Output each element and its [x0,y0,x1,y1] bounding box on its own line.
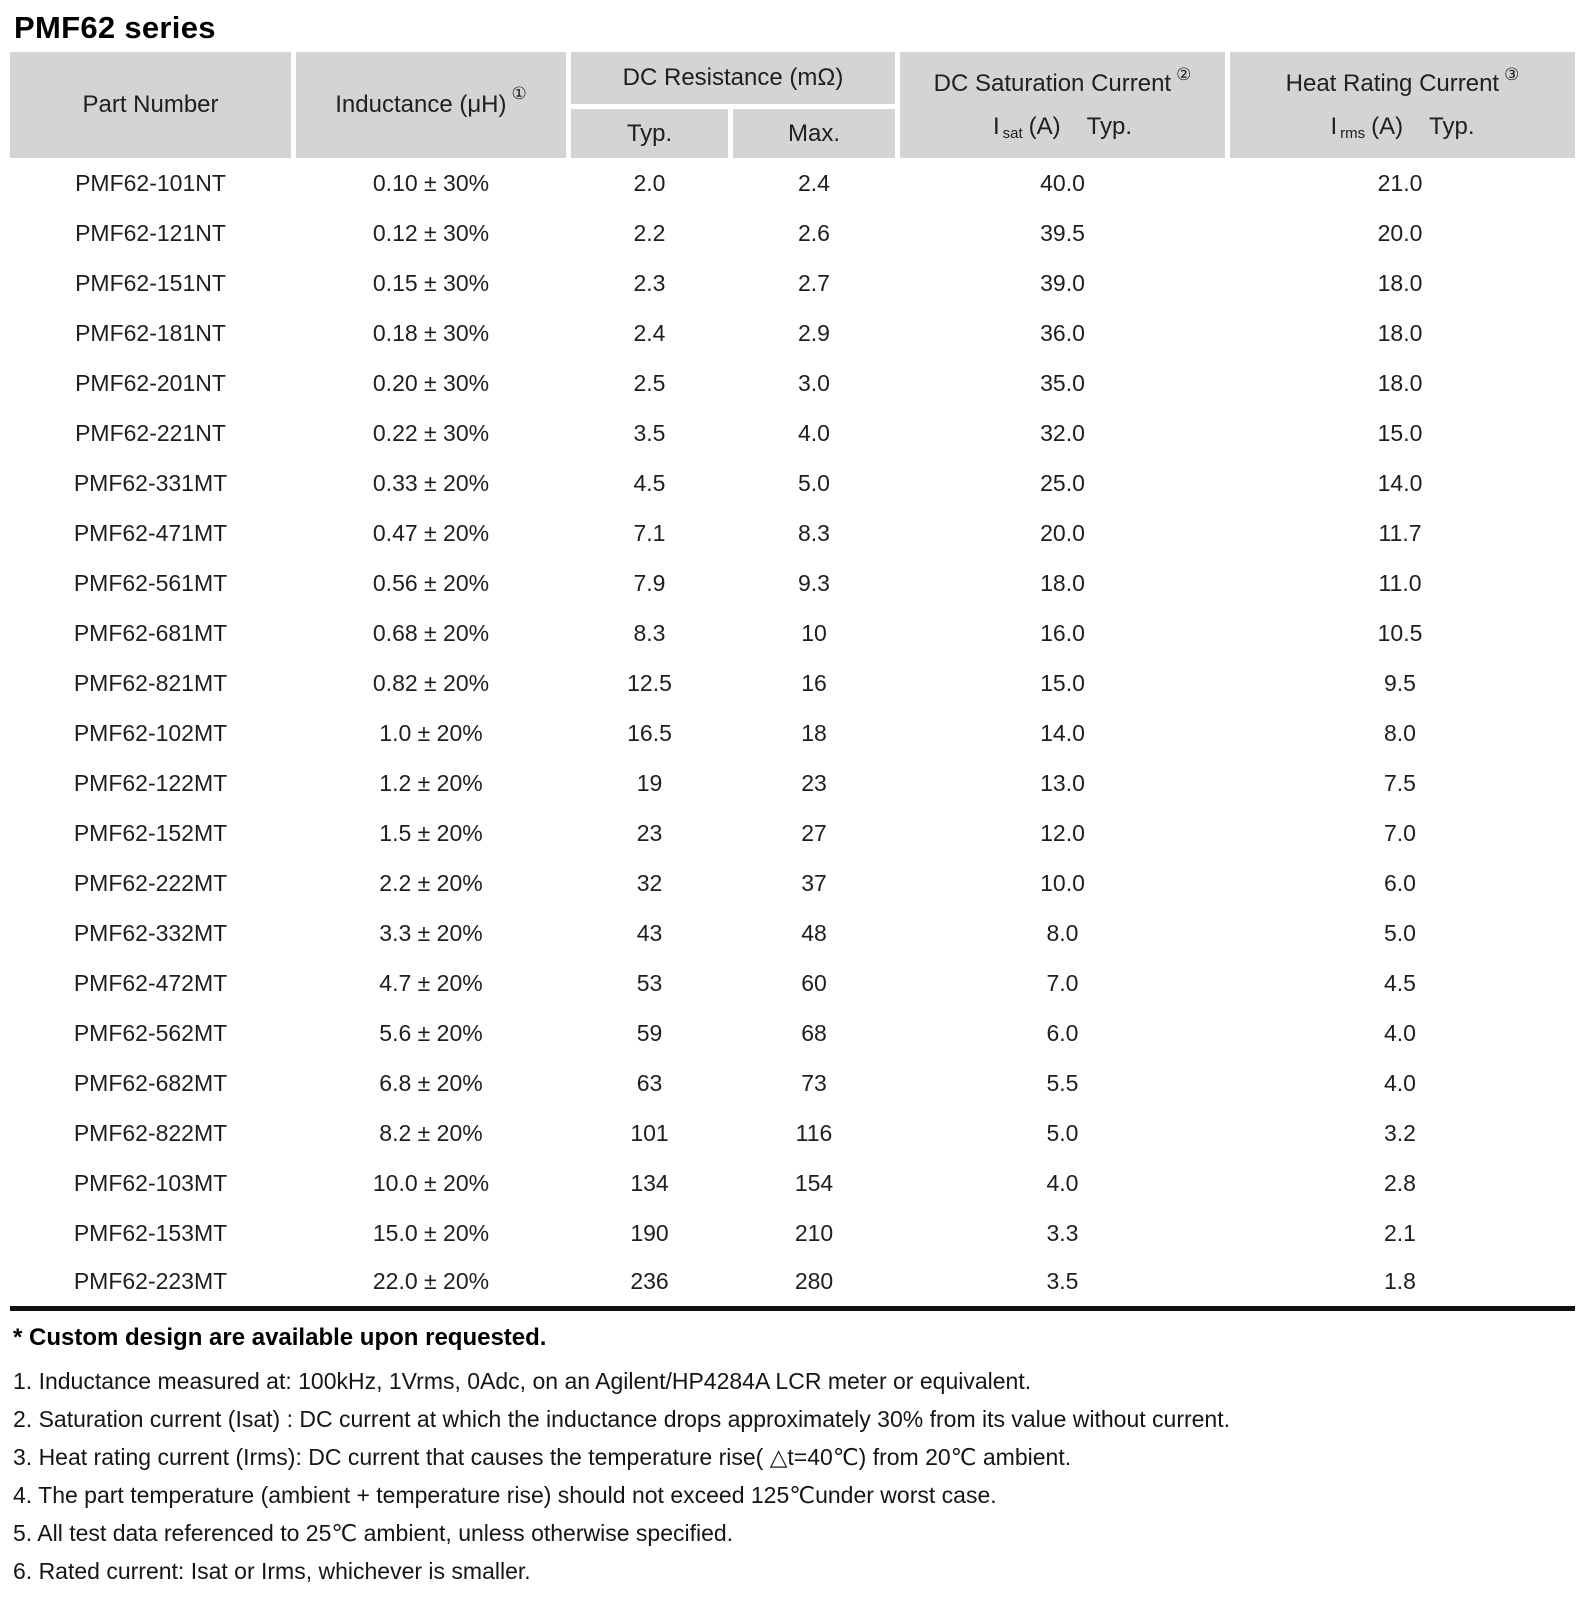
irms-cell: 2.8 [1384,1169,1416,1196]
table-row [10,208,1575,258]
part-number-cell: PMF62-152MT [73,819,228,846]
part-number-cell: PMF62-222MT [73,869,228,896]
table-row [10,258,1575,308]
inductance-cell: 10.0 ± 20% [372,1169,490,1196]
part-number-cell: PMF62-562MT [73,1019,228,1046]
inductance-cell: 0.82 ± 20% [372,669,490,696]
table-row [10,1008,1575,1058]
isat-cell: 3.3 [1046,1219,1079,1246]
part-number-cell: PMF62-821MT [73,669,228,696]
inductance-cell: 1.2 ± 20% [379,769,483,796]
isat-symbol: I [992,112,1000,140]
header-heat-rating-label: Heat Rating Current [1285,69,1500,97]
dcr-typ-cell: 2.3 [633,269,666,296]
dcr-typ-cell: 2.0 [633,169,666,196]
isat-cell: 35.0 [1040,369,1085,396]
irms-cell: 14.0 [1377,469,1423,496]
irms-cell: 7.5 [1384,769,1416,796]
dcr-typ-cell: 7.1 [633,519,666,546]
irms-cell: 18.0 [1377,319,1423,346]
dcr-typ-cell: 2.4 [633,319,666,346]
part-number-cell: PMF62-201NT [75,369,226,396]
dcr-max-cell: 18 [801,719,827,746]
part-number-cell: PMF62-561MT [73,569,228,596]
irms-cell: 4.5 [1384,969,1416,996]
irms-cell: 8.0 [1384,719,1416,746]
table-row [10,508,1575,558]
isat-cell: 14.0 [1040,719,1085,746]
header-dcr-max [733,109,895,158]
isat-cell: 39.5 [1040,219,1085,246]
part-number-cell: PMF62-331MT [73,469,228,496]
table-row [10,908,1575,958]
dcr-typ-cell: 101 [630,1119,669,1146]
table-row [10,458,1575,508]
table-row [10,708,1575,758]
dcr-typ-cell: 32 [636,869,663,896]
footnotes [13,1324,1575,1585]
header-dc-saturation-current [900,52,1225,158]
dcr-max-cell: 154 [794,1169,834,1196]
irms-cell: 11.0 [1378,569,1422,596]
footnote-ref-1-icon: ① [511,84,527,103]
inductance-cell: 0.18 ± 30% [372,319,490,346]
dcr-typ-cell: 3.5 [633,419,666,446]
isat-cell: 10.0 [1040,869,1085,896]
inductance-cell: 0.20 ± 30% [372,369,490,396]
irms-cell: 21.0 [1377,169,1423,196]
part-number-cell: PMF62-221NT [75,419,226,446]
isat-cell: 40.0 [1040,169,1085,196]
dcr-typ-cell: 23 [636,819,663,846]
table-row [10,958,1575,1008]
inductance-cell: 0.33 ± 20% [372,469,490,496]
part-number-cell: PMF62-122MT [73,769,228,796]
header-isat-subtitle [993,113,1132,141]
inductance-cell: 2.2 ± 20% [379,869,483,896]
dcr-typ-cell: 134 [630,1169,669,1196]
part-number-cell: PMF62-121NT [75,219,226,246]
isat-subscript: sat [1002,124,1023,142]
dcr-max-cell: 37 [801,869,827,896]
isat-cell: 8.0 [1046,919,1079,946]
header-inductance-label: Inductance (μH) [335,91,507,118]
dcr-max-cell: 10 [801,619,827,646]
header-heat-rating-current [1230,52,1575,158]
inductance-cell: 0.22 ± 30% [372,419,490,446]
header-dcr-max-label: Max. [787,119,840,147]
table-row [10,558,1575,608]
inductance-cell: 0.12 ± 30% [372,219,490,246]
dcr-max-cell: 210 [794,1219,834,1246]
isat-cell: 20.0 [1040,519,1085,546]
irms-cell: 15.0 [1377,419,1423,446]
dcr-max-cell: 280 [794,1268,834,1295]
inductance-cell: 3.3 ± 20% [379,919,483,946]
dcr-typ-cell: 190 [630,1219,669,1246]
table-row [10,1058,1575,1108]
irms-cell: 5.0 [1384,919,1416,946]
part-number-cell: PMF62-101NT [75,169,226,196]
isat-cell: 16.0 [1040,619,1085,646]
header-part-number-label: Part Number [82,91,219,118]
isat-cell: 6.0 [1046,1019,1079,1046]
footnote-item: 4. The part temperature (ambient + temperature rise) should not exceed 125℃under worst case. [13,1481,997,1508]
isat-cell: 12.0 [1040,819,1085,846]
dcr-max-cell: 9.3 [798,569,830,596]
inductance-cell: 4.7 ± 20% [379,969,483,996]
dcr-max-cell: 68 [801,1019,827,1046]
part-number-cell: PMF62-102MT [73,719,228,746]
inductance-cell: 1.0 ± 20% [379,719,483,746]
isat-cell: 25.0 [1040,469,1085,496]
dcr-max-cell: 5.0 [798,469,830,496]
header-dc-saturation-title [933,64,1192,98]
header-dc-resistance-label: DC Resistance (mΩ) [622,64,844,91]
footnote-ref-3-icon: ③ [1504,64,1520,84]
part-number-cell: PMF62-471MT [73,519,228,546]
header-dc-saturation-label: DC Saturation Current [933,69,1172,97]
footnote-item: 1. Inductance measured at: 100kHz, 1Vrms, 0Adc, on an Agilent/HP4284A LCR meter or equivalent. [13,1367,1032,1394]
table-row [10,808,1575,858]
part-number-cell: PMF62-682MT [73,1069,228,1096]
isat-cell: 5.0 [1046,1119,1079,1146]
dcr-max-cell: 3.0 [798,369,830,396]
dcr-max-cell: 2.6 [798,219,830,246]
dcr-typ-cell: 16.5 [627,719,672,746]
irms-cell: 6.0 [1384,869,1416,896]
table-header [10,52,1575,158]
header-dcr-typ [571,109,728,158]
irms-cell: 20.0 [1377,219,1423,246]
dcr-typ-cell: 53 [636,969,663,996]
table-row [10,658,1575,708]
header-part-number [10,52,291,158]
part-number-cell: PMF62-332MT [73,919,228,946]
inductance-cell: 0.15 ± 30% [372,269,490,296]
table-row [10,358,1575,408]
table-row [10,158,1575,208]
table-body [10,158,1575,1308]
isat-cell: 39.0 [1040,269,1085,296]
part-number-cell: PMF62-472MT [73,969,228,996]
isat-cell: 15.0 [1040,669,1085,696]
footnote-item: 2. Saturation current (Isat) : DC current at which the inductance drops approximately 30% from its value without current. [13,1405,1231,1432]
footnote-item: 5. All test data referenced to 25℃ ambient, unless otherwise specified. [13,1519,734,1546]
table-row [10,758,1575,808]
dcr-max-cell: 48 [801,919,827,946]
table-row [10,1208,1575,1258]
dcr-max-cell: 73 [801,1069,827,1096]
footnote-custom-design: * Custom design are available upon requested. [13,1323,547,1351]
irms-subscript: rms [1340,124,1366,142]
dcr-max-cell: 116 [795,1119,833,1146]
irms-cell: 2.1 [1384,1219,1416,1246]
dcr-max-cell: 2.9 [798,319,830,346]
header-dcr-typ-label: Typ. [626,119,673,147]
dcr-typ-cell: 7.9 [633,569,666,596]
inductance-cell: 5.6 ± 20% [379,1019,483,1046]
isat-cell: 4.0 [1046,1169,1079,1196]
isat-typ-label: Typ. [1086,112,1133,140]
page-title: PMF62 series [14,10,216,45]
irms-cell: 18.0 [1377,269,1423,296]
part-number-cell: PMF62-681MT [73,619,228,646]
header-heat-rating-title [1285,64,1520,98]
part-number-cell: PMF62-103MT [73,1169,228,1196]
irms-cell: 4.0 [1384,1069,1416,1096]
dcr-max-cell: 23 [801,769,827,796]
irms-cell: 9.5 [1384,669,1416,696]
isat-cell: 13.0 [1040,769,1085,796]
dcr-typ-cell: 8.3 [633,619,666,646]
irms-cell: 11.7 [1378,519,1422,546]
irms-cell: 3.2 [1384,1119,1416,1146]
header-dc-resistance [571,52,895,104]
table-row [10,1258,1575,1308]
isat-unit: (A) [1028,112,1061,140]
isat-cell: 18.0 [1040,569,1085,596]
dcr-typ-cell: 2.2 [633,219,666,246]
irms-cell: 1.8 [1384,1268,1416,1295]
dcr-max-cell: 8.3 [798,519,830,546]
dcr-typ-cell: 59 [636,1019,663,1046]
dcr-typ-cell: 4.5 [633,469,666,496]
table-row [10,308,1575,358]
irms-cell: 18.0 [1377,369,1423,396]
inductance-cell: 8.2 ± 20% [379,1119,483,1146]
irms-unit: (A) [1371,112,1404,140]
footnote-list [13,1368,1575,1585]
irms-typ-label: Typ. [1429,112,1475,140]
dcr-typ-cell: 12.5 [627,669,672,696]
isat-cell: 32.0 [1040,419,1085,446]
irms-cell: 10.5 [1377,619,1423,646]
inductance-cell: 6.8 ± 20% [379,1069,483,1096]
dcr-max-cell: 27 [801,819,827,846]
footnote-item: 3. Heat rating current (Irms): DC current that causes the temperature rise( △t=40℃) from 20℃ ambient. [13,1443,1072,1470]
dcr-max-cell: 60 [801,969,827,996]
inductance-cell: 22.0 ± 20% [372,1268,490,1295]
dcr-typ-cell: 236 [630,1268,669,1295]
data-table [10,158,1575,1311]
footnote-ref-2-icon: ② [1176,64,1192,84]
inductance-cell: 15.0 ± 20% [372,1219,490,1246]
isat-cell: 5.5 [1046,1069,1079,1096]
inductance-cell: 0.56 ± 20% [372,569,490,596]
isat-cell: 36.0 [1040,319,1085,346]
irms-cell: 4.0 [1384,1019,1416,1046]
dcr-max-cell: 4.0 [798,419,830,446]
table-row [10,858,1575,908]
dcr-max-cell: 2.4 [798,169,830,196]
dcr-typ-cell: 63 [636,1069,663,1096]
irms-cell: 7.0 [1384,819,1416,846]
header-irms-subtitle [1330,113,1474,141]
table-row [10,1158,1575,1208]
table-row [10,608,1575,658]
irms-symbol: I [1330,112,1338,140]
isat-cell: 3.5 [1046,1268,1079,1295]
dcr-max-cell: 2.7 [798,269,830,296]
footnote-item: 6. Rated current: Isat or Irms, whichever is smaller. [13,1557,531,1584]
table-row [10,408,1575,458]
header-inductance [296,52,566,158]
inductance-cell: 0.10 ± 30% [372,169,490,196]
inductance-cell: 0.47 ± 20% [372,519,490,546]
part-number-cell: PMF62-153MT [73,1219,228,1246]
table-row [10,1108,1575,1158]
dcr-typ-cell: 43 [636,919,663,946]
inductance-cell: 0.68 ± 20% [372,619,490,646]
part-number-cell: PMF62-822MT [73,1119,228,1146]
part-number-cell: PMF62-223MT [73,1268,228,1295]
inductance-cell: 1.5 ± 20% [379,819,483,846]
part-number-cell: PMF62-181NT [75,319,226,346]
dcr-typ-cell: 2.5 [633,369,666,396]
part-number-cell: PMF62-151NT [75,269,226,296]
isat-cell: 7.0 [1046,969,1079,996]
dcr-max-cell: 16 [801,669,827,696]
dcr-typ-cell: 19 [636,769,663,796]
